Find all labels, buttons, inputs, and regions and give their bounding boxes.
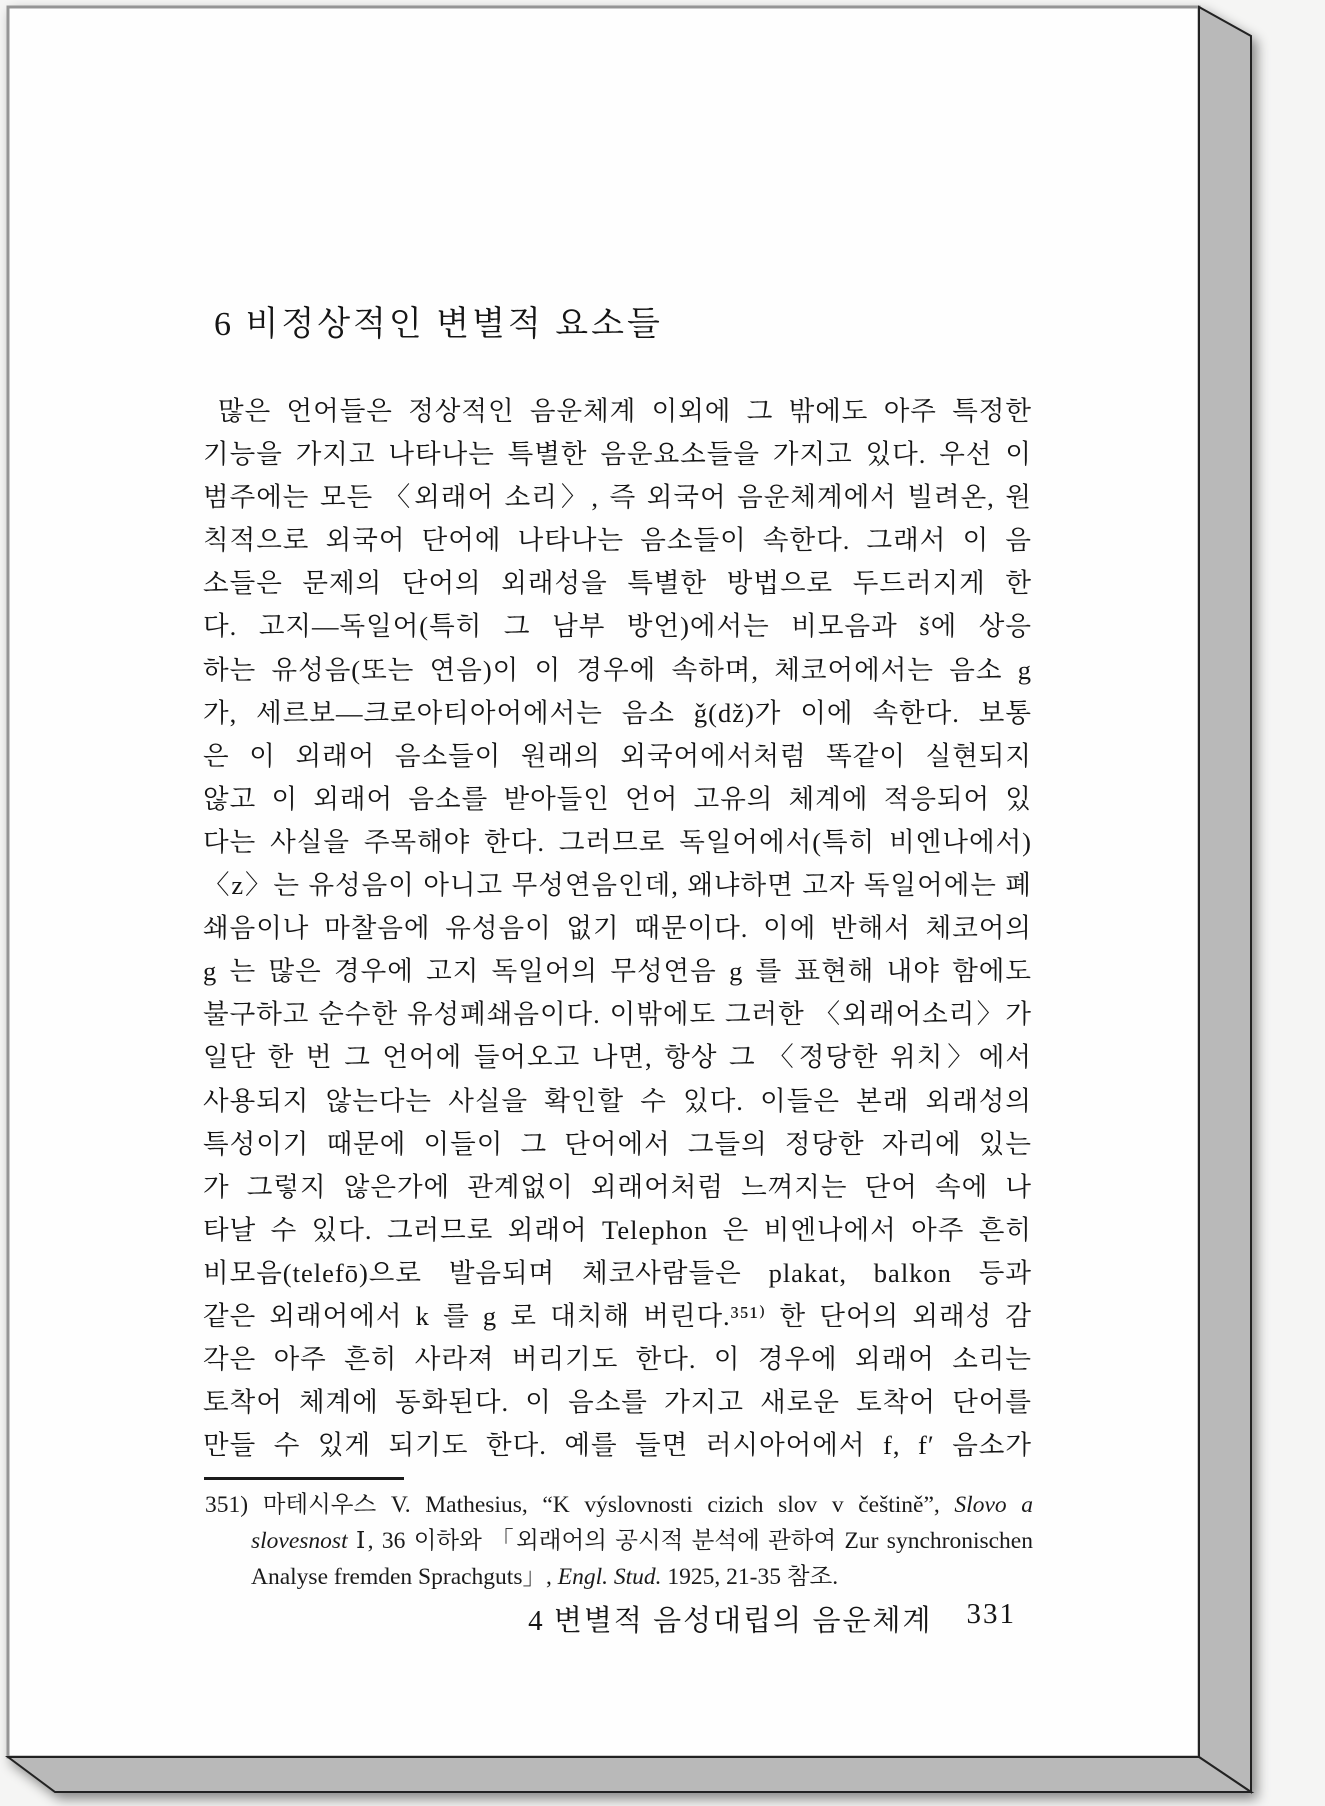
page-footer <box>203 1598 1016 1639</box>
book-fore-edge <box>1199 7 1251 1792</box>
body-line: 쇄음이나 마찰음에 유성음이 없기 때문이다. 이에 반해서 체코어의 <box>203 913 1032 944</box>
body-line: 만들 수 있게 되기도 한다. 예를 들면 러시아어에서 f, f′ 음소가 <box>203 1430 1032 1461</box>
body-text <box>203 390 1032 1467</box>
body-line: 많은 언어들은 정상적인 음운체계 이외에 그 밖에도 아주 특정한 <box>218 396 1032 426</box>
footnote-italic-title: slovesnost <box>251 1528 348 1554</box>
body-line: 〈z〉는 유성음이 아니고 무성연음인데, 왜냐하면 고자 독일어에는 폐 <box>203 870 1032 901</box>
body-line: 기능을 가지고 나타나는 특별한 음운요소들을 가지고 있다. 우선 이 <box>203 439 1032 470</box>
footnote-text: 351) 마테시우스 V. Mathesius, “K výslovnosti cizich slov v češtině”, <box>205 1492 955 1518</box>
body-line: 토착어 체계에 동화된다. 이 음소를 가지고 새로운 토착어 단어를 <box>203 1387 1032 1418</box>
body-line: 범주에는 모든 〈외래어 소리〉, 즉 외국어 음운체계에서 빌려온, 원 <box>203 482 1032 513</box>
body-line: 사용되지 않는다는 사실을 확인할 수 있다. 이들은 본래 외래성의 <box>203 1085 1032 1116</box>
body-line: 비모음(telefō)으로 발음되며 체코사람들은 plakat, balkon 등과 <box>203 1257 1032 1288</box>
body-line: g 는 많은 경우에 고지 독일어의 무성연음 g 를 표현해 내야 함에도 <box>203 956 1032 987</box>
body-line: 가, 세르보—크로아티아어에서는 음소 ǧ(dž)가 이에 속한다. 보통 <box>203 697 1032 728</box>
footnote-separator <box>204 1477 404 1480</box>
book-bottom-edge <box>8 1757 1251 1792</box>
body-line: 칙적으로 외국어 단어에 나타나는 음소들이 속한다. 그래서 이 음 <box>203 525 1032 556</box>
body-line: 타날 수 있다. 그러므로 외래어 Telephon 은 비엔나에서 아주 흔히 <box>203 1214 1032 1245</box>
body-line: 각은 아주 흔히 사라져 버리기도 한다. 이 경우에 외래어 소리는 <box>203 1344 1032 1375</box>
footnote-line <box>205 1559 1033 1595</box>
body-line: 않고 이 외래어 음소를 받아들인 언어 고유의 체계에 적응되어 있 <box>203 783 1032 814</box>
footnote-text: Analyse fremden Sprachguts」, <box>251 1564 558 1590</box>
body-line: 일단 한 번 그 언어에 들어오고 나면, 항상 그 〈정당한 위치〉에서 <box>203 1042 1032 1073</box>
footnote-line <box>205 1523 1033 1559</box>
page-number: 331 <box>966 1598 1016 1630</box>
footnote-351 <box>205 1487 1033 1595</box>
body-line: 다. 고지—독일어(특히 그 남부 방언)에서는 비모음과 š에 상응 <box>203 611 1032 642</box>
body-line: 같은 외래어에서 k 를 g 로 대치해 버린다.³⁵¹⁾ 한 단어의 외래성 감 <box>203 1300 1032 1331</box>
body-line: 은 이 외래어 음소들이 원래의 외국어에서처럼 똑같이 실현되지 <box>203 740 1032 771</box>
body-line: 소들은 문제의 단어의 외래성을 특별한 방법으로 두드러지게 한 <box>203 568 1032 599</box>
body-line: 하는 유성음(또는 연음)이 이 경우에 속하며, 체코어에서는 음소 g <box>203 654 1032 685</box>
body-line: 불구하고 순수한 유성폐쇄음이다. 이밖에도 그러한 〈외래어소리〉가 <box>203 999 1032 1030</box>
body-line: 다는 사실을 주목해야 한다. 그러므로 독일어에서(특히 비엔나에서) <box>203 826 1032 857</box>
footnote-italic-title: Engl. Stud. <box>557 1564 662 1590</box>
footnote-line <box>205 1487 1033 1523</box>
section-heading: 6 비정상적인 변별적 요소들 <box>214 306 663 343</box>
footnote-text: 1925, 21-35 참조. <box>661 1564 839 1590</box>
footnote-italic-title: Slovo a <box>954 1492 1033 1518</box>
body-line: 가 그렇지 않은가에 관계없이 외래어처럼 느껴지는 단어 속에 나 <box>203 1171 1032 1202</box>
footnote-text: Ⅰ, 36 이하와 「외래어의 공시적 분석에 관하여 Zur synchronischen <box>347 1528 1033 1554</box>
running-title: 4 변별적 음성대립의 음운체계 <box>528 1605 933 1637</box>
body-line: 특성이기 때문에 이들이 그 단어에서 그들의 정당한 자리에 있는 <box>203 1128 1032 1159</box>
